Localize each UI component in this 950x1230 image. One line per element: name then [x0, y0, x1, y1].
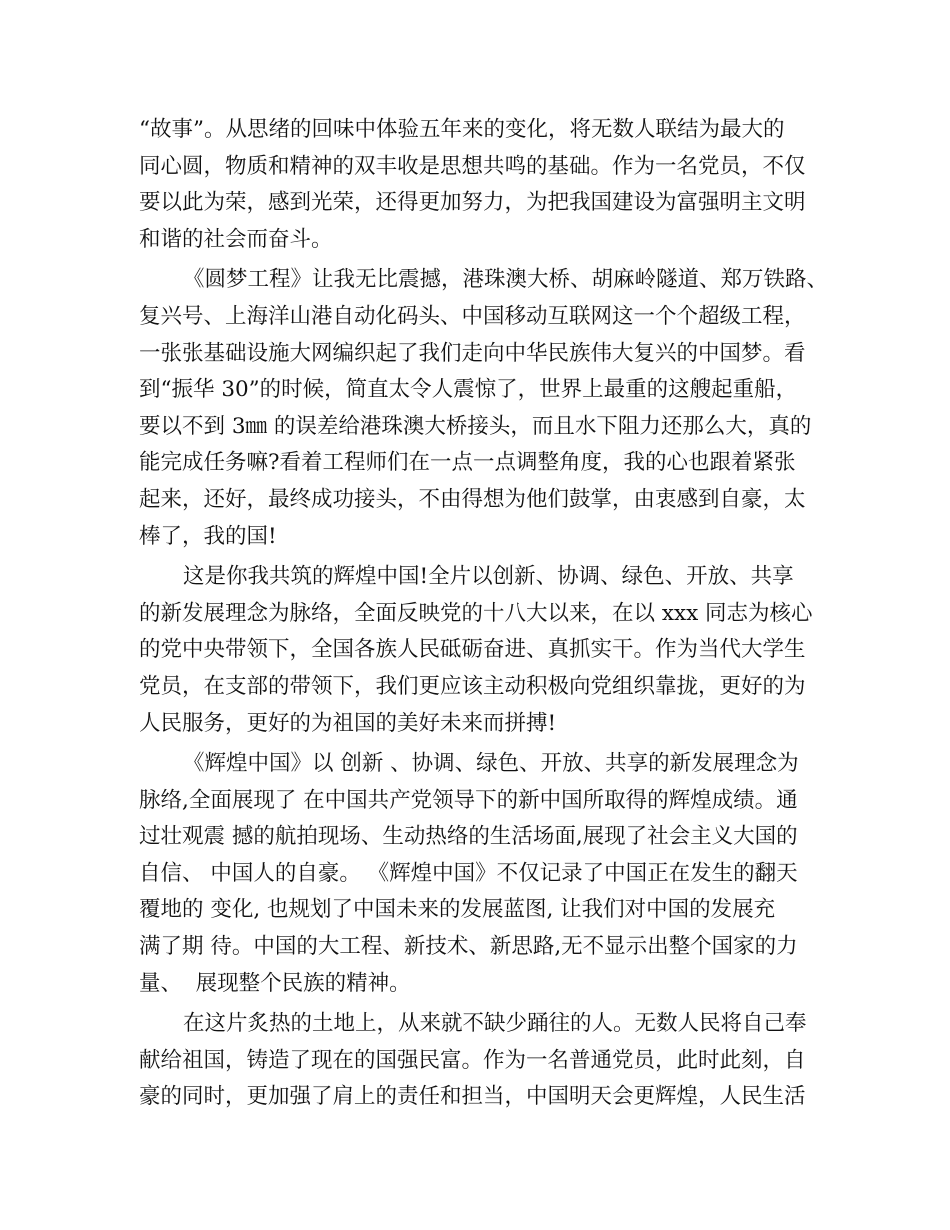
paragraph-4	[139, 746, 829, 1002]
text-line: 同心圆，物质和精神的双丰收是思想共鸣的基础。作为一名党员，不仅	[139, 153, 806, 179]
text-line: 在这片炙热的土地上，从来就不缺少踊往的人。无数人民将自己奉	[183, 1011, 807, 1037]
text-line: 一张张基础设施大网编织起了我们走向中华民族伟大复兴的中国梦。看	[139, 340, 806, 366]
text-line: 量、 展现整个民族的精神。	[139, 970, 411, 996]
text-line: 的党中央带领下，全国各族人民砥砺奋进、真抓实干。作为当代大学生	[139, 637, 806, 663]
text-line: 《圆梦工程》让我无比震撼，港珠澳大桥、胡麻岭隧道、郑万铁路、	[183, 267, 829, 293]
text-line: 《辉煌中国》以 创新 、协调、绿色、开放、共享的新发展理念为	[183, 751, 799, 777]
text-line: 脉络,全面展现了 在中国共产党领导下的新中国所取得的辉煌成绩。通	[139, 787, 798, 813]
text-line: 党员，在支部的带领下，我们更应该主动积极向党组织靠拢，更好的为	[139, 673, 806, 699]
text-line: 和谐的社会而奋斗。	[139, 226, 333, 252]
text-line: 满了期 待。中国的大工程、新技术、新思路,无不显示出整个国家的力	[139, 934, 798, 960]
text-line: 到“振华 30”的时候，简直太令人震惊了，世界上最重的这艘起重船，	[139, 377, 798, 403]
text-line: 人民服务，更好的为祖国的美好未来而拼搏!	[139, 710, 557, 736]
paragraph-3	[139, 559, 829, 742]
text-line: 这是你我共筑的辉煌中国!全片以创新、协调、绿色、开放、共享	[183, 564, 794, 590]
text-line: 起来，还好，最终成功接头，不由得想为他们鼓掌，由衷感到自豪，太	[139, 486, 806, 512]
text-line: 过壮观震 撼的航拍现场、生动热络的生活场面,展现了社会主义大国的	[139, 824, 798, 850]
text-line: 棒了，我的国!	[139, 523, 277, 549]
text-line: 要以不到 3㎜ 的误差给港珠澳大桥接头，而且水下阻力还那么大，真的	[139, 413, 812, 439]
document-body	[139, 112, 829, 1116]
paragraph-1	[139, 112, 829, 258]
paragraph-2	[139, 262, 829, 555]
text-line: 复兴号、上海洋山港自动化码头、中国移动互联网这一个个超级工程，	[139, 303, 806, 329]
text-line: 能完成任务嘛?看着工程师们在一点一点调整角度，我的心也跟着紧张	[139, 450, 796, 476]
text-line: 自信、 中国人的自豪。 《辉煌中国》不仅记录了中国正在发生的翻天	[139, 860, 798, 886]
text-line: 献给祖国，铸造了现在的国强民富。作为一名普通党员，此时此刻，自	[139, 1047, 806, 1073]
text-line: 豪的同时，更加强了肩上的责任和担当，中国明天会更辉煌，人民生活	[139, 1084, 806, 1110]
text-line: 覆地的 变化, 也规划了中国未来的发展蓝图, 让我们对中国的发展充	[139, 897, 776, 923]
text-line: “故事”。从思绪的回味中体验五年来的变化，将无数人联结为最大的	[139, 117, 785, 142]
text-line: 要以此为荣，感到光荣，还得更加努力，为把我国建设为富强明主文明	[139, 190, 806, 216]
text-line: 的新发展理念为脉络，全面反映党的十八大以来，在以 xxx 同志为核心	[139, 600, 813, 626]
paragraph-5	[139, 1006, 829, 1116]
